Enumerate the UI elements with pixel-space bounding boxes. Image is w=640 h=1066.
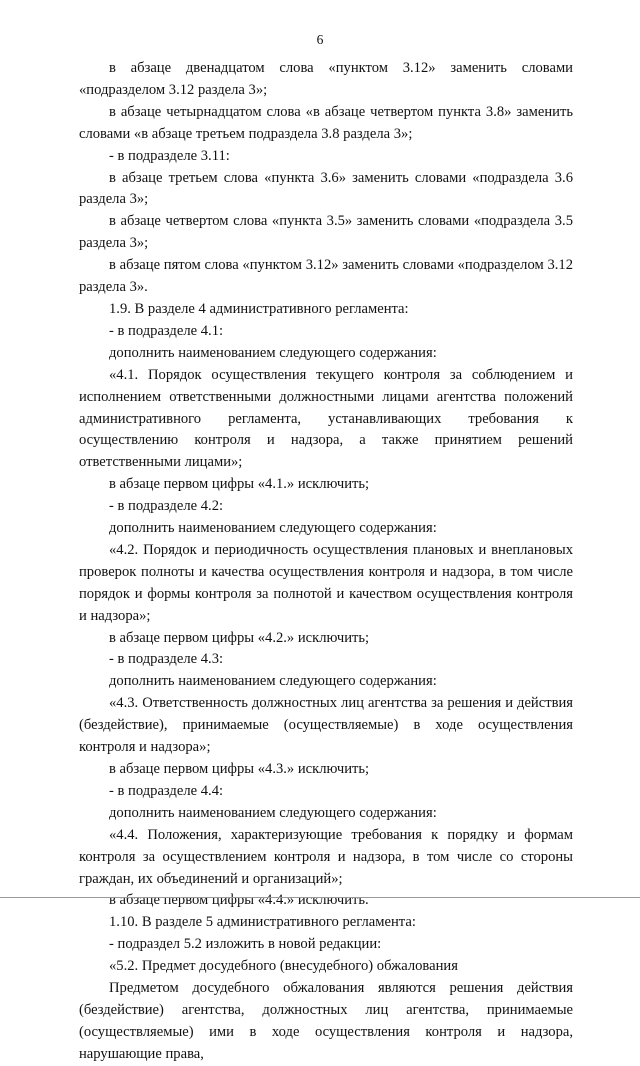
paragraph: в абзаце пятом слова «пунктом 3.12» заменить словами «подразделом 3.12 раздела 3».: [79, 257, 573, 296]
paragraph: - в подразделе 4.4:: [109, 782, 224, 799]
paragraph: в абзаце четырнадцатом слова «в абзаце четвертом пункта 3.8» заменить словами «в абзаце третьем подраздела 3.8 раздела 3»;: [79, 103, 573, 142]
paragraph: «5.2. Предмет досудебного (внесудебного) обжалования: [109, 958, 458, 975]
paragraph: в абзаце двенадцатом слова «пунктом 3.12» заменить словами «подразделом 3.12 раздела 3»;: [79, 60, 573, 98]
paragraph: «4.2. Порядок и периодичность осуществления плановых и внеплановых проверок полноты и качества осуществления контроля и надзора, в том числе порядок и формы контроля за полнотой и качеством осуществления контроля и надзора»;: [79, 541, 573, 624]
paragraph: «4.3. Ответственность должностных лиц агентства за решения и действия (бездействие), принимаемые (осуществляемые) в ходе осуществления контроля и надзора»;: [79, 695, 573, 756]
paragraph: дополнить наименованием следующего содержания:: [109, 344, 437, 361]
paragraph: в абзаце третьем слова «пункта 3.6» заменить словами «подраздела 3.6 раздела 3»;: [79, 169, 573, 208]
paragraph: - в подразделе 3.11:: [109, 147, 230, 164]
document-body: [79, 58, 573, 1066]
paragraph: Предметом досудебного обжалования являются решения действия (бездействие) агентства, должностных лиц агентства, принимаемые (осуществляемые) ими в ходе осуществления контроля и надзора, нарушающие права,: [79, 980, 573, 1062]
paragraph: - в подразделе 4.1:: [109, 322, 224, 339]
paragraph: в абзаце первом цифры «4.2.» исключить;: [109, 629, 370, 646]
paragraph: в абзаце первом цифры «4.3.» исключить;: [109, 761, 370, 777]
paragraph: - в подразделе 4.2:: [109, 498, 224, 515]
paragraph: дополнить наименованием следующего содержания:: [109, 520, 437, 537]
paragraph: дополнить наименованием следующего содержания:: [109, 673, 437, 690]
paragraph: - в подразделе 4.3:: [109, 651, 224, 668]
paragraph: в абзаце первом цифры «4.4.» исключить.: [109, 892, 369, 909]
paragraph: в абзаце первом цифры «4.1.» исключить;: [109, 476, 370, 493]
paragraph: 1.9. В разделе 4 административного регламента:: [109, 300, 409, 317]
paragraph: - подраздел 5.2 изложить в новой редакции:: [109, 936, 382, 953]
page-number: 6: [316, 32, 324, 47]
page-edge-line: [0, 897, 640, 898]
paragraph: 1.10. В разделе 5 административного регламента:: [109, 914, 416, 931]
paragraph: дополнить наименованием следующего содержания:: [109, 804, 437, 821]
paragraph: «4.1. Порядок осуществления текущего контроля за соблюдением и исполнением ответственными должностными лицами агентства положений административного регламента, устанавливающих требования к осуществлению контроля и надзора, а также принятием решений ответственными лицами»;: [79, 366, 573, 471]
paragraph: «4.4. Положения, характеризующие требования к порядку и формам контроля за осуществлением контроля и надзора, в том числе со стороны граждан, их объединений и организаций»;: [79, 826, 573, 887]
paragraph: в абзаце четвертом слова «пункта 3.5» заменить словами «подраздела 3.5 раздела 3»;: [79, 213, 573, 252]
